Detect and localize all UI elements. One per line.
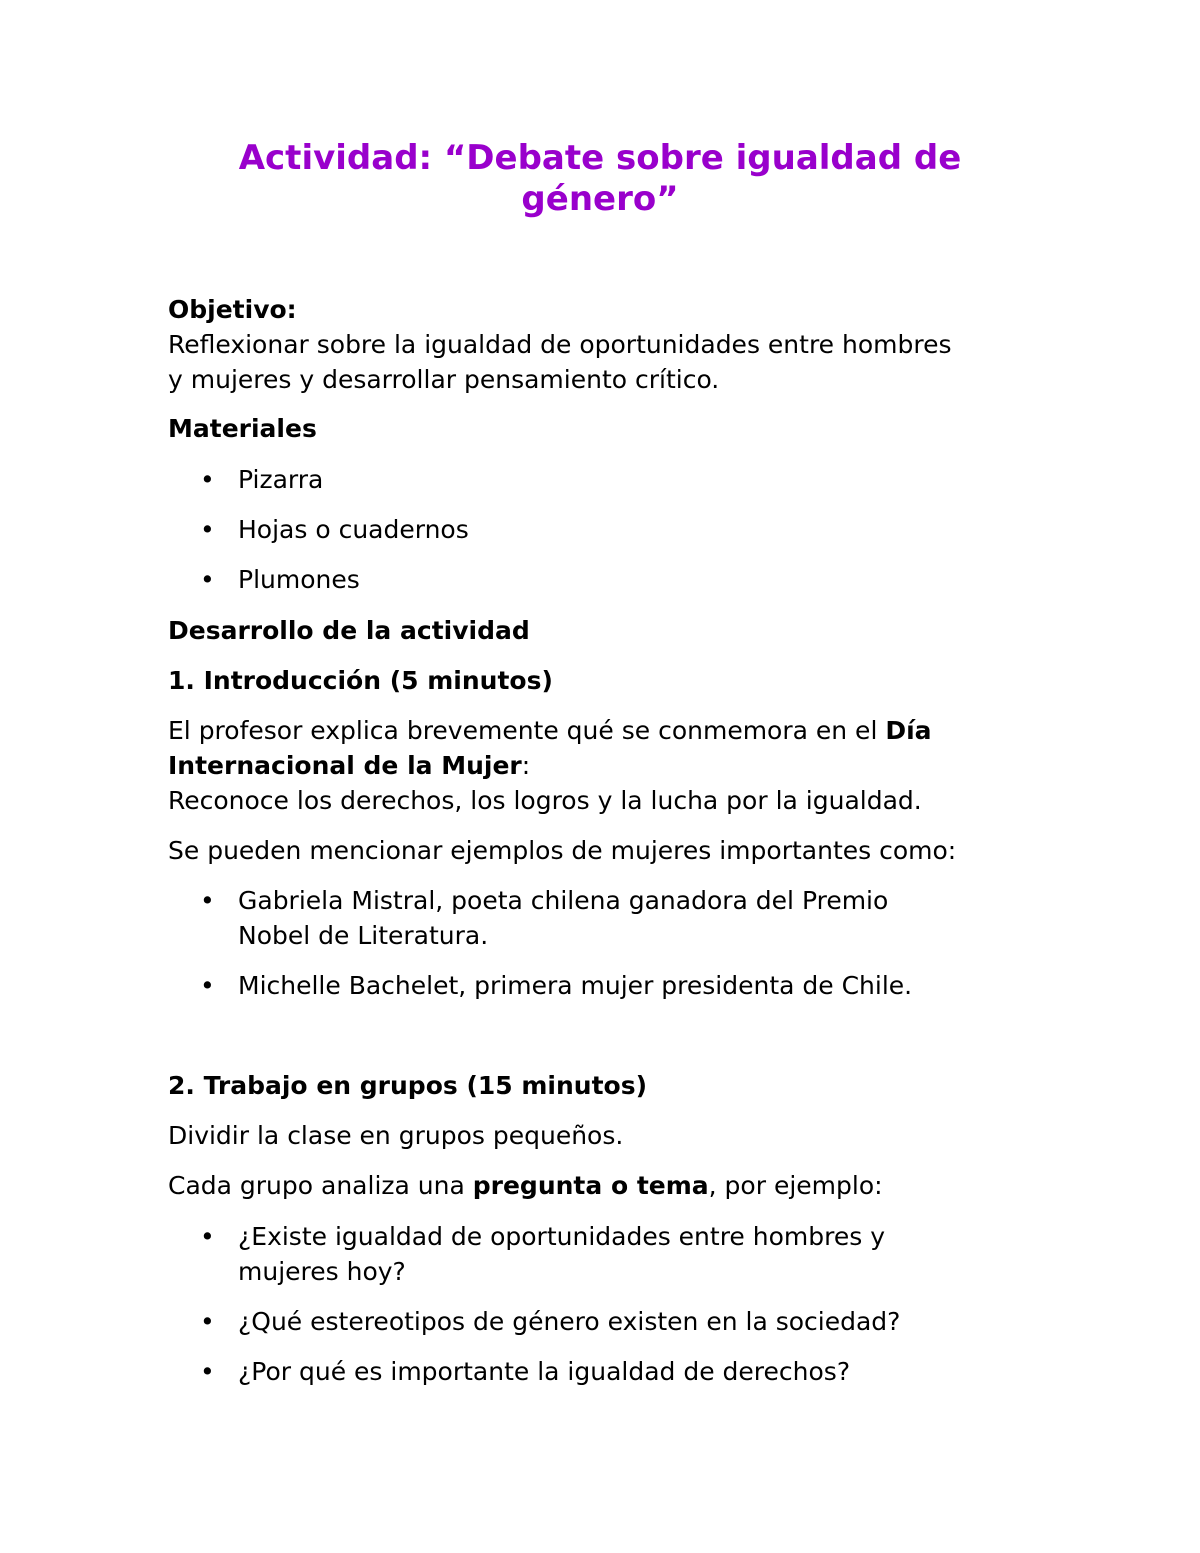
bullet-icon: • xyxy=(200,1357,215,1386)
bullet-icon: • xyxy=(200,515,215,544)
materials-item-label: Hojas o cuadernos xyxy=(238,515,469,544)
example-line1: Michelle Bachelet, primera mujer presidenta de Chile. xyxy=(238,971,913,1000)
question-line2: mujeres hoy? xyxy=(238,1257,406,1286)
step1-intro-prefix: El profesor explica brevemente qué se conmemora en el xyxy=(168,716,886,745)
bullet-icon: • xyxy=(200,565,215,594)
question-line1: ¿Existe igualdad de oportunidades entre hombres y xyxy=(238,1222,885,1251)
step1-intro-line2 xyxy=(168,748,530,783)
bullet-icon: • xyxy=(200,971,215,1000)
document-title xyxy=(168,138,1032,220)
example-line2: Nobel de Literatura. xyxy=(238,921,489,950)
bullet-icon: • xyxy=(200,1222,215,1251)
step1-intro-bold-name: Internacional de la Mujer xyxy=(168,751,522,780)
materials-item-label: Plumones xyxy=(238,565,360,594)
materials-heading: Materiales xyxy=(168,414,317,443)
step2-heading: 2. Trabajo en grupos (15 minutos) xyxy=(168,1071,648,1100)
step1-examples-intro: Se pueden mencionar ejemplos de mujeres importantes como: xyxy=(168,836,957,865)
question-line1: ¿Por qué es importante la igualdad de derechos? xyxy=(238,1357,851,1386)
title-text: Actividad: “Debate sobre igualdad de género” xyxy=(238,138,962,219)
step2-analyze-bold: pregunta o tema xyxy=(472,1171,709,1200)
objective-text-line2: y mujeres y desarrollar pensamiento crítico. xyxy=(168,365,720,394)
step2-divide: Dividir la clase en grupos pequeños. xyxy=(168,1121,624,1150)
materials-item-label: Pizarra xyxy=(238,465,324,494)
step1-intro-suffix: : xyxy=(521,751,531,780)
step1-recognition: Reconoce los derechos, los logros y la lucha por la igualdad. xyxy=(168,786,922,815)
bullet-icon: • xyxy=(200,1307,215,1336)
step2-analyze-suffix: , por ejemplo: xyxy=(708,1171,883,1200)
step1-intro-bold-day: Día xyxy=(885,716,932,745)
development-heading: Desarrollo de la actividad xyxy=(168,616,530,645)
bullet-icon: • xyxy=(200,886,215,915)
bullet-icon: • xyxy=(200,465,215,494)
step2-analyze xyxy=(168,1168,883,1203)
step1-intro-line1 xyxy=(168,713,932,748)
step1-heading: 1. Introducción (5 minutos) xyxy=(168,666,553,695)
objective-heading: Objetivo: xyxy=(168,295,297,324)
step2-analyze-prefix: Cada grupo analiza una xyxy=(168,1171,473,1200)
objective-text-line1: Reflexionar sobre la igualdad de oportunidades entre hombres xyxy=(168,330,952,359)
example-line1: Gabriela Mistral, poeta chilena ganadora del Premio xyxy=(238,886,889,915)
question-line1: ¿Qué estereotipos de género existen en la sociedad? xyxy=(238,1307,901,1336)
